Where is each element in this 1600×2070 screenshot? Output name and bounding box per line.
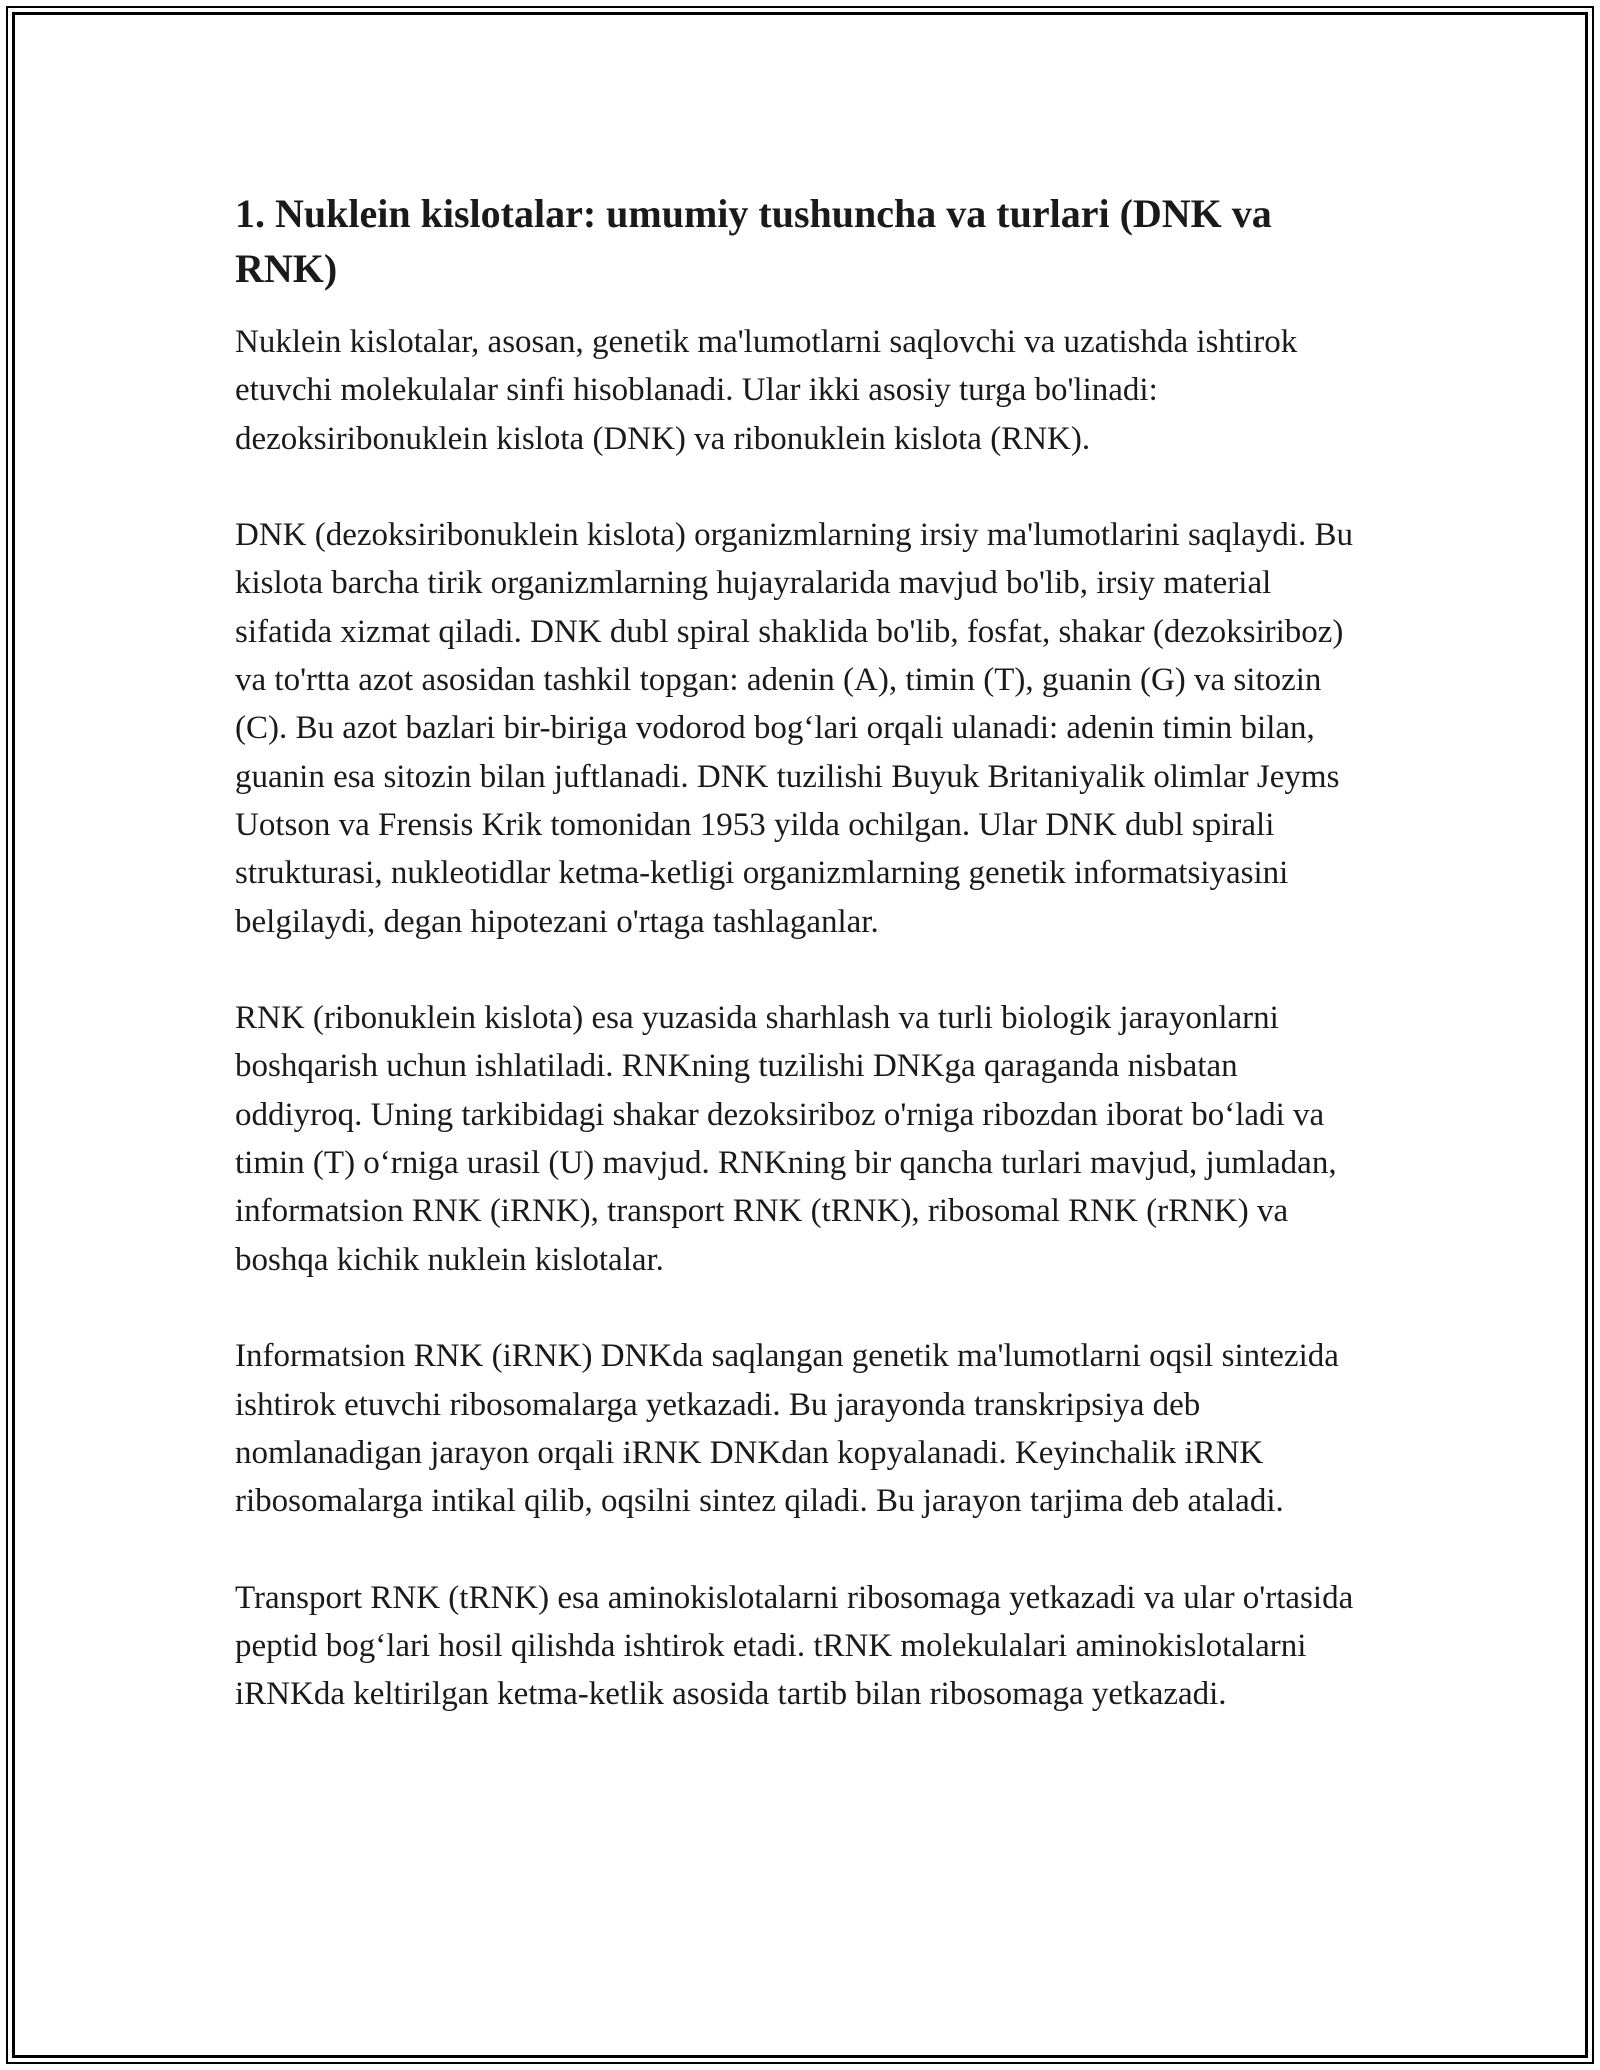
paragraph-trnk: Transport RNK (tRNK) esa aminokislotalarni ribosomaga yetkazadi va ular o'rtasida peptid bog‘lari hosil qilishda ishtirok etadi. tRNK molekulalari aminokislotalarni iRNKda keltirilgan ketma-ketlik asosida tartib bilan ribosomaga yetkazadi. [235, 1579, 1354, 1713]
document-body [235, 186, 1370, 1767]
paragraph-rnk: RNK (ribonuklein kislota) esa yuzasida sharhlash va turli biologik jarayonlarni boshqarish uchun ishlatiladi. RNKning tuzilishi DNKga qaraganda nisbatan oddiyroq. Uning tarkibidagi shakar dezoksiriboz o'rniga ribozdan iborat bo‘ladi va timin (T) o‘rniga urasil (U) mavjud. RNKning bir qancha turlari mavjud, jumladan, informatsion RNK (iRNK), transport RNK (tRNK), ribosomal RNK (rRNK) va boshqa kichik nuklein kislotalar. [235, 1000, 1337, 1278]
paragraph-intro: Nuklein kislotalar, asosan, genetik ma'lumotlarni saqlovchi va uzatishda ishtirok etuvchi molekulalar sinfi hisoblanadi. Ular ikki asosiy turga bo'linadi: dezoksiribonuklein kislota (DNK) va ribonuklein kislota (RNK). [235, 324, 1298, 457]
paragraph-dnk: DNK (dezoksiribonuklein kislota) organizmlarning irsiy ma'lumotlarini saqlaydi. Bu kislota barcha tirik organizmlarning hujayralarida mavjud bo'lib, irsiy material sifatida xizmat qiladi. DNK dubl spiral shaklida bo'lib, fosfat, shakar (dezoksiriboz) va to'rtta azot asosidan tashkil topgan: adenin (A), timin (T), guanin (G) va sitozin (C). Bu azot bazlari bir-biriga vodorod bog‘lari orqali ulanadi: adenin timin bilan, guanin esa sitozin bilan juftlanadi. DNK tuzilishi Buyuk Britaniyalik olimlar Jeyms Uotson va Frensis Krik tomonidan 1953 yilda ochilgan. Ular DNK dubl spirali strukturasi, nukleotidlar ketma-ketligi organizmlarning genetik informatsiyasini belgilaydi, degan hipotezani o'rtaga tashlaganlar. [235, 517, 1353, 940]
section-title: 1. Nuklein kislotalar: umumiy tushuncha va turlari (DNK va RNK) [235, 191, 1272, 291]
paragraph-irnk: Informatsion RNK (iRNK) DNKda saqlangan genetik ma'lumotlarni oqsil sintezida ishtirok etuvchi ribosomalarga yetkazadi. Bu jarayonda transkripsiya deb nomlanadigan jarayon orqali iRNK DNKdan kopyalanadi. Keyinchalik iRNK ribosomalarga intikal qilib, oqsilni sintez qiladi. Bu jarayon tarjima deb ataladi. [235, 1338, 1339, 1520]
